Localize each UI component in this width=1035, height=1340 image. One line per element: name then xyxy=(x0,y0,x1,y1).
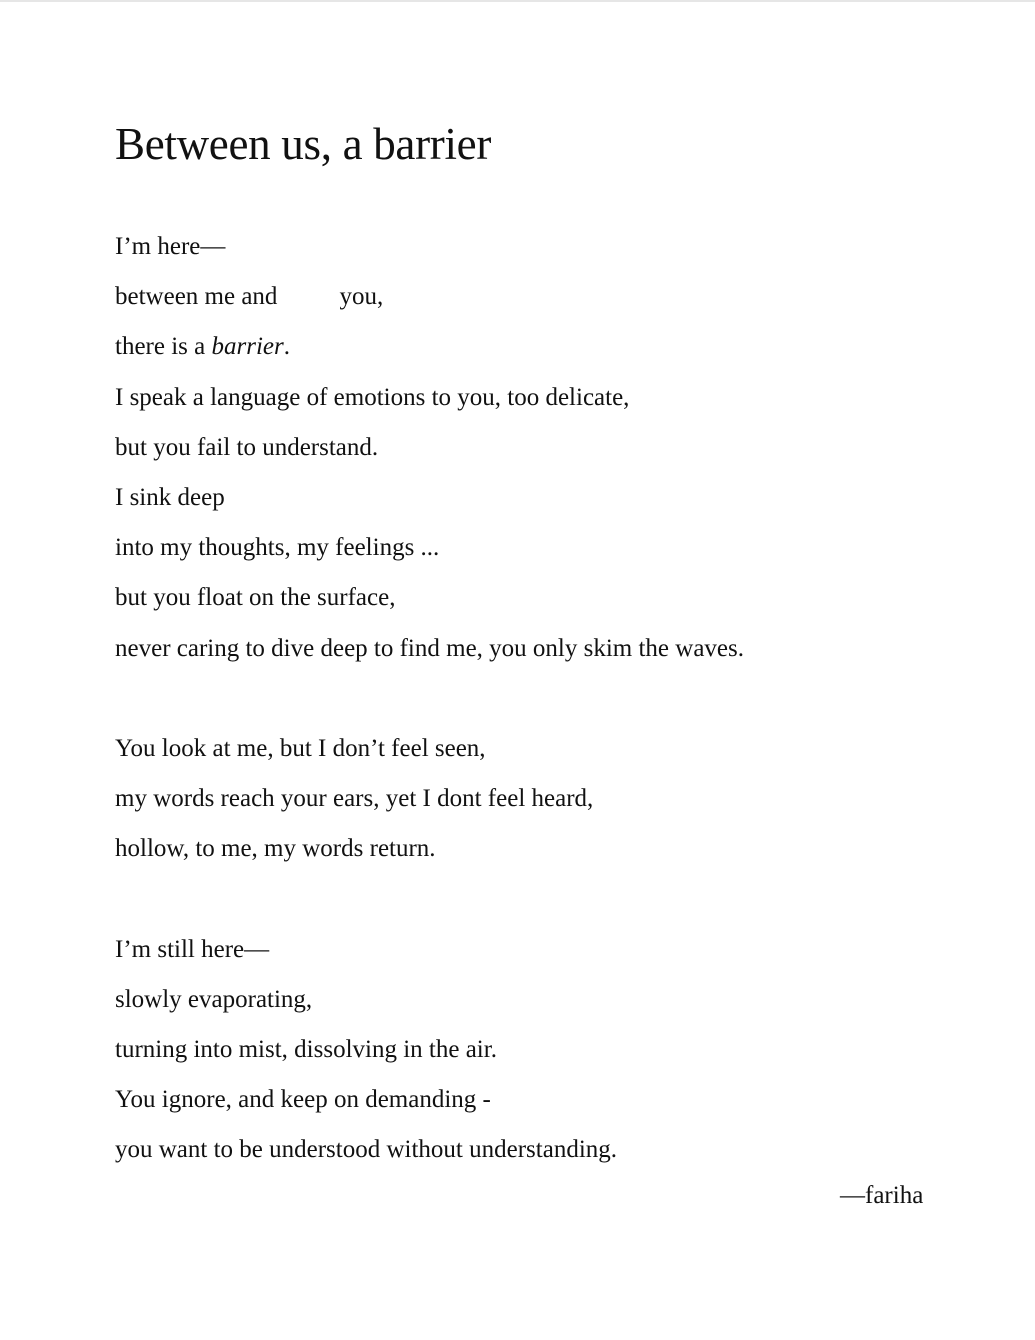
poem-line: but you fail to understand. xyxy=(115,433,379,461)
poem-line: never caring to dive deep to find me, you only skim the waves. xyxy=(115,634,745,662)
poem-line: slowly evaporating, xyxy=(115,985,313,1013)
poem-line: I’m still here— xyxy=(115,935,270,963)
poem-line: I sink deep xyxy=(115,483,225,511)
poem-line: you want to be understood without understanding. xyxy=(115,1136,618,1164)
poem-title: Between us, a barrier xyxy=(115,119,492,169)
poem-line-part: you, xyxy=(339,283,384,311)
poem-line-part: there is a xyxy=(115,333,212,361)
poem-line: I speak a language of emotions to you, too delicate, xyxy=(115,383,630,411)
poem-line xyxy=(115,272,975,322)
poem-line: I’m here— xyxy=(115,233,226,260)
poem-line: into my thoughts, my feelings ... xyxy=(115,534,440,562)
poem-line xyxy=(115,322,975,372)
poem-line: but you float on the surface, xyxy=(115,584,396,612)
poem-line: turning into mist, dissolving in the air. xyxy=(115,1036,497,1063)
poem-line-part: between me and xyxy=(115,283,278,311)
page-top-border xyxy=(0,0,1035,2)
poem-line-part: . xyxy=(283,333,290,361)
emphasized-word: barrier xyxy=(211,333,284,361)
author-signature: —fariha xyxy=(840,1182,924,1209)
poem-line: You ignore, and keep on demanding - xyxy=(115,1086,491,1114)
stanza-break xyxy=(115,874,975,924)
poem-line: hollow, to me, my words return. xyxy=(115,835,436,863)
poem-line: my words reach your ears, yet I dont feel heard, xyxy=(115,785,594,813)
stanza-break xyxy=(115,674,975,724)
poem-body xyxy=(115,222,975,1176)
poem-line: You look at me, but I don’t feel seen, xyxy=(115,734,486,762)
